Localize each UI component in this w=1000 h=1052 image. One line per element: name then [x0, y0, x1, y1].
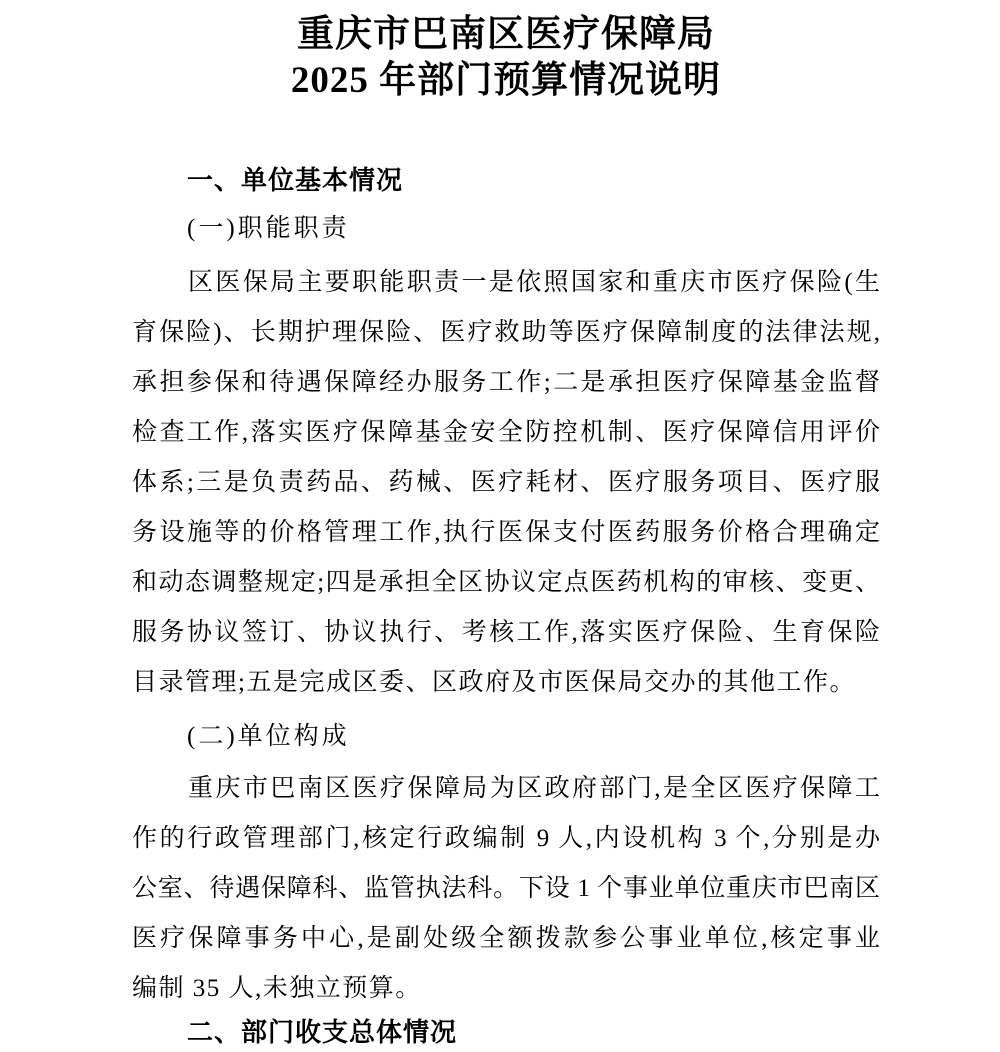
paragraph-line: 目录管理;五是完成区委、区政府及市医保局交办的其他工作。 [132, 669, 856, 696]
paragraph-line: 检查工作,落实医疗保障基金安全防控机制、医疗保障信用评价 [132, 419, 880, 446]
document-title-line-2: 2025 年部门预算情况说明 [290, 60, 722, 101]
paragraph-line: 和动态调整规定;四是承担全区协议定点医药机构的审核、变更、 [132, 569, 880, 596]
subsection-1-2-heading: (二)单位构成 [187, 723, 350, 750]
subsection-1-1-heading: (一)职能职责 [187, 215, 350, 242]
paragraph-line: 体系;三是负责药品、药械、医疗耗材、医疗服务项目、医疗服 [132, 469, 880, 496]
paragraph-line: 医疗保障事务中心,是副处级全额拨款参公事业单位,核定事业 [132, 925, 880, 952]
document-title-line-1: 重庆市巴南区医疗保障局 [297, 14, 715, 55]
paragraph-line: 重庆市巴南区医疗保障局为区政府部门,是全区医疗保障工 [188, 775, 880, 802]
paragraph-line: 务设施等的价格管理工作,执行医保支付医药服务价格合理确定 [132, 519, 880, 546]
paragraph-line: 承担参保和待遇保障经办服务工作;二是承担医疗保障基金监督 [132, 369, 880, 396]
paragraph-line: 育保险)、长期护理保险、医疗救助等医疗保障制度的法律法规, [132, 319, 880, 346]
document-title [132, 12, 880, 104]
paragraph-line: 作的行政管理部门,核定行政编制 9 人,内设机构 3 个,分别是办 [132, 825, 880, 852]
paragraph-composition [132, 764, 880, 1014]
paragraph-duties [132, 258, 880, 708]
section-2-heading: 二、部门收支总体情况 [187, 1017, 458, 1047]
paragraph-line: 编制 35 人,未独立预算。 [132, 975, 422, 1002]
paragraph-line: 区医保局主要职能职责一是依照国家和重庆市医疗保险(生 [188, 269, 880, 296]
paragraph-line: 服务协议签订、协议执行、考核工作,落实医疗保险、生育保险 [132, 619, 880, 646]
section-1-heading: 一、单位基本情况 [187, 165, 404, 195]
paragraph-line: 公室、待遇保障科、监管执法科。下设 1 个事业单位重庆市巴南区 [132, 875, 880, 902]
